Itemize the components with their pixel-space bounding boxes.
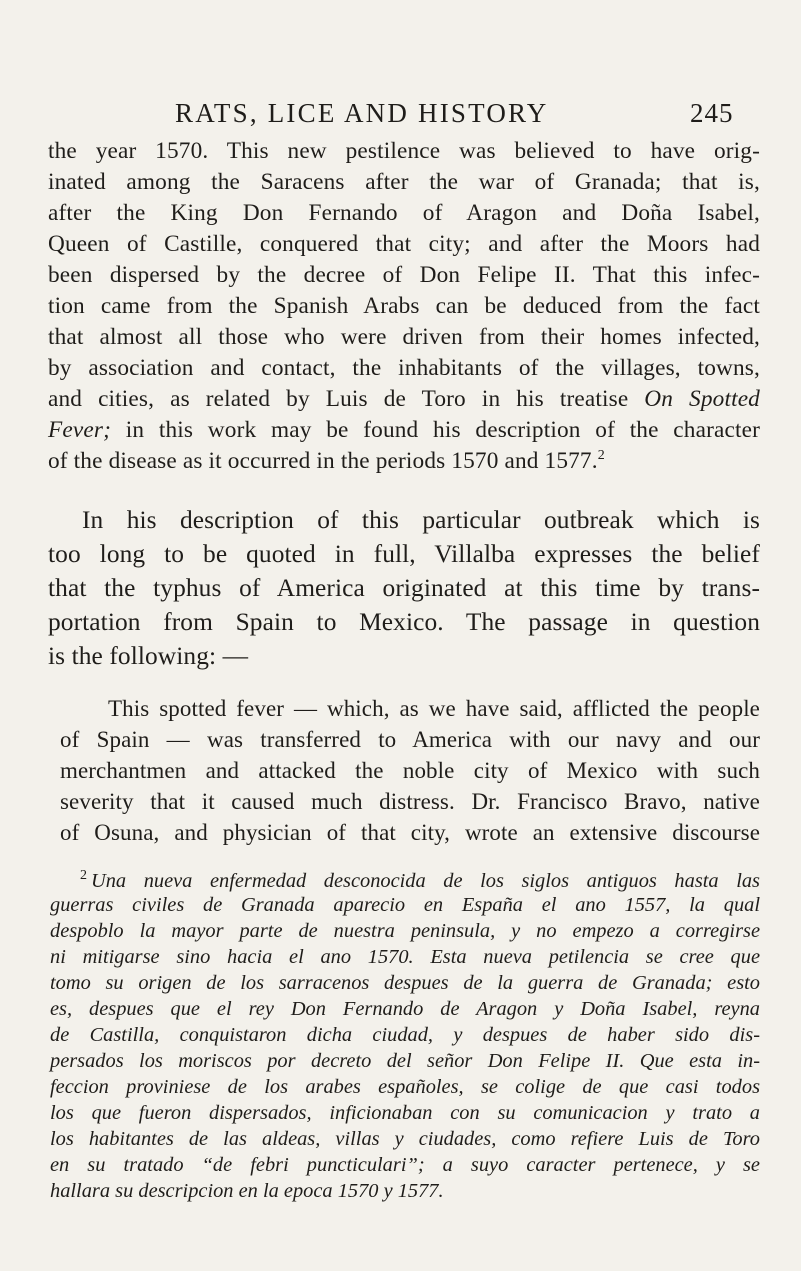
footnote-line: ni mitigarse sino hacia el ano 1570. Esta nueva petilencia se cree que bbox=[50, 946, 760, 968]
footnote-line bbox=[80, 868, 760, 893]
text-line bbox=[48, 386, 760, 413]
text-line: tion came from the Spanish Arabs can be deduced from the fact bbox=[48, 293, 760, 319]
footnote-line: guerras civiles de Granada aparecio en España el ano 1557, la qual bbox=[50, 894, 760, 916]
treatise-title: On Spotted bbox=[644, 386, 760, 412]
footnote-line: hallara su descripcion en la epoca 1570 y 1577. bbox=[50, 1180, 444, 1202]
running-title: RATS, LICE AND HISTORY bbox=[175, 98, 549, 128]
text-line: In his description of this particular outbreak which is bbox=[82, 506, 760, 534]
text-line bbox=[48, 417, 760, 444]
text-line bbox=[48, 448, 760, 475]
quote-line: This spotted fever — which, as we have said, afflicted the people bbox=[108, 696, 760, 721]
footnote-line: en su tratado “de febri puncticulari”; a suyo caracter pertenece, y se bbox=[50, 1154, 760, 1176]
quote-line: of Osuna, and physician of that city, wrote an extensive discourse bbox=[60, 820, 760, 845]
text-segment: of the disease as it occurred in the periods 1570 and 1577. bbox=[48, 448, 598, 474]
footnote-line: es, despues que el rey Don Fernando de Aragon y Doña Isabel, reyna bbox=[50, 998, 760, 1020]
footnote-line: feccion proviniese de los arabes españoles, se colige de que casi todos bbox=[50, 1076, 760, 1098]
text-line: too long to be quoted in full, Villalba expresses the belief bbox=[48, 540, 760, 568]
text-segment: and cities, as related by Luis de Toro in his treatise bbox=[48, 386, 629, 412]
text-line: the year 1570. This new pestilence was believed to have orig- bbox=[48, 138, 760, 164]
quote-line: merchantmen and attacked the noble city of Mexico with such bbox=[60, 758, 760, 783]
footnote-mark: 2 bbox=[80, 868, 87, 883]
text-line: by association and contact, the inhabitants of the villages, towns, bbox=[48, 355, 760, 381]
running-head bbox=[0, 98, 801, 138]
text-line: is the following: — bbox=[48, 642, 249, 670]
text-line: Queen of Castille, conquered that city; and after the Moors had bbox=[48, 231, 760, 257]
text-line: been dispersed by the decree of Don Felipe II. That this infec- bbox=[48, 262, 760, 288]
text-segment: Una nueva enfermedad desconocida de los siglos antiguos hasta las bbox=[91, 870, 760, 892]
footnote-reference: 2 bbox=[597, 448, 605, 463]
footnote-line: de Castilla, conquistaron dicha ciudad, y despues de haber sido dis- bbox=[50, 1024, 760, 1046]
text-line: portation from Spain to Mexico. The passage in question bbox=[48, 608, 760, 636]
text-line: after the King Don Fernando of Aragon and Doña Isabel, bbox=[48, 200, 760, 226]
text-line: that the typhus of America originated at this time by trans- bbox=[48, 574, 760, 602]
footnote-line: los que fueron dispersados, inficionaban con su comunicacion y trato a bbox=[50, 1102, 760, 1124]
text-line: inated among the Saracens after the war of Granada; that is, bbox=[48, 169, 760, 195]
text-line: that almost all those who were driven from their homes infected, bbox=[48, 324, 760, 350]
treatise-title: Fever; bbox=[48, 417, 111, 443]
quote-line: severity that it caused much distress. Dr. Francisco Bravo, native bbox=[60, 789, 760, 814]
text-segment: in this work may be found his description of the character bbox=[125, 417, 760, 443]
footnote-line: despoblo la mayor parte de nuestra peninsula, y no empezo a corregirse bbox=[50, 920, 760, 942]
footnote-line: persados los moriscos por decreto del señor Don Felipe II. Que esta in- bbox=[50, 1050, 760, 1072]
footnote-line: los habitantes de las aldeas, villas y ciudades, como refiere Luis de Toro bbox=[50, 1128, 760, 1150]
quote-line: of Spain — was transferred to America with our navy and our bbox=[60, 727, 760, 752]
page-number: 245 bbox=[690, 98, 734, 128]
footnote-line: tomo su origen de los sarracenos despues de la guerra de Granada; esto bbox=[50, 972, 760, 994]
